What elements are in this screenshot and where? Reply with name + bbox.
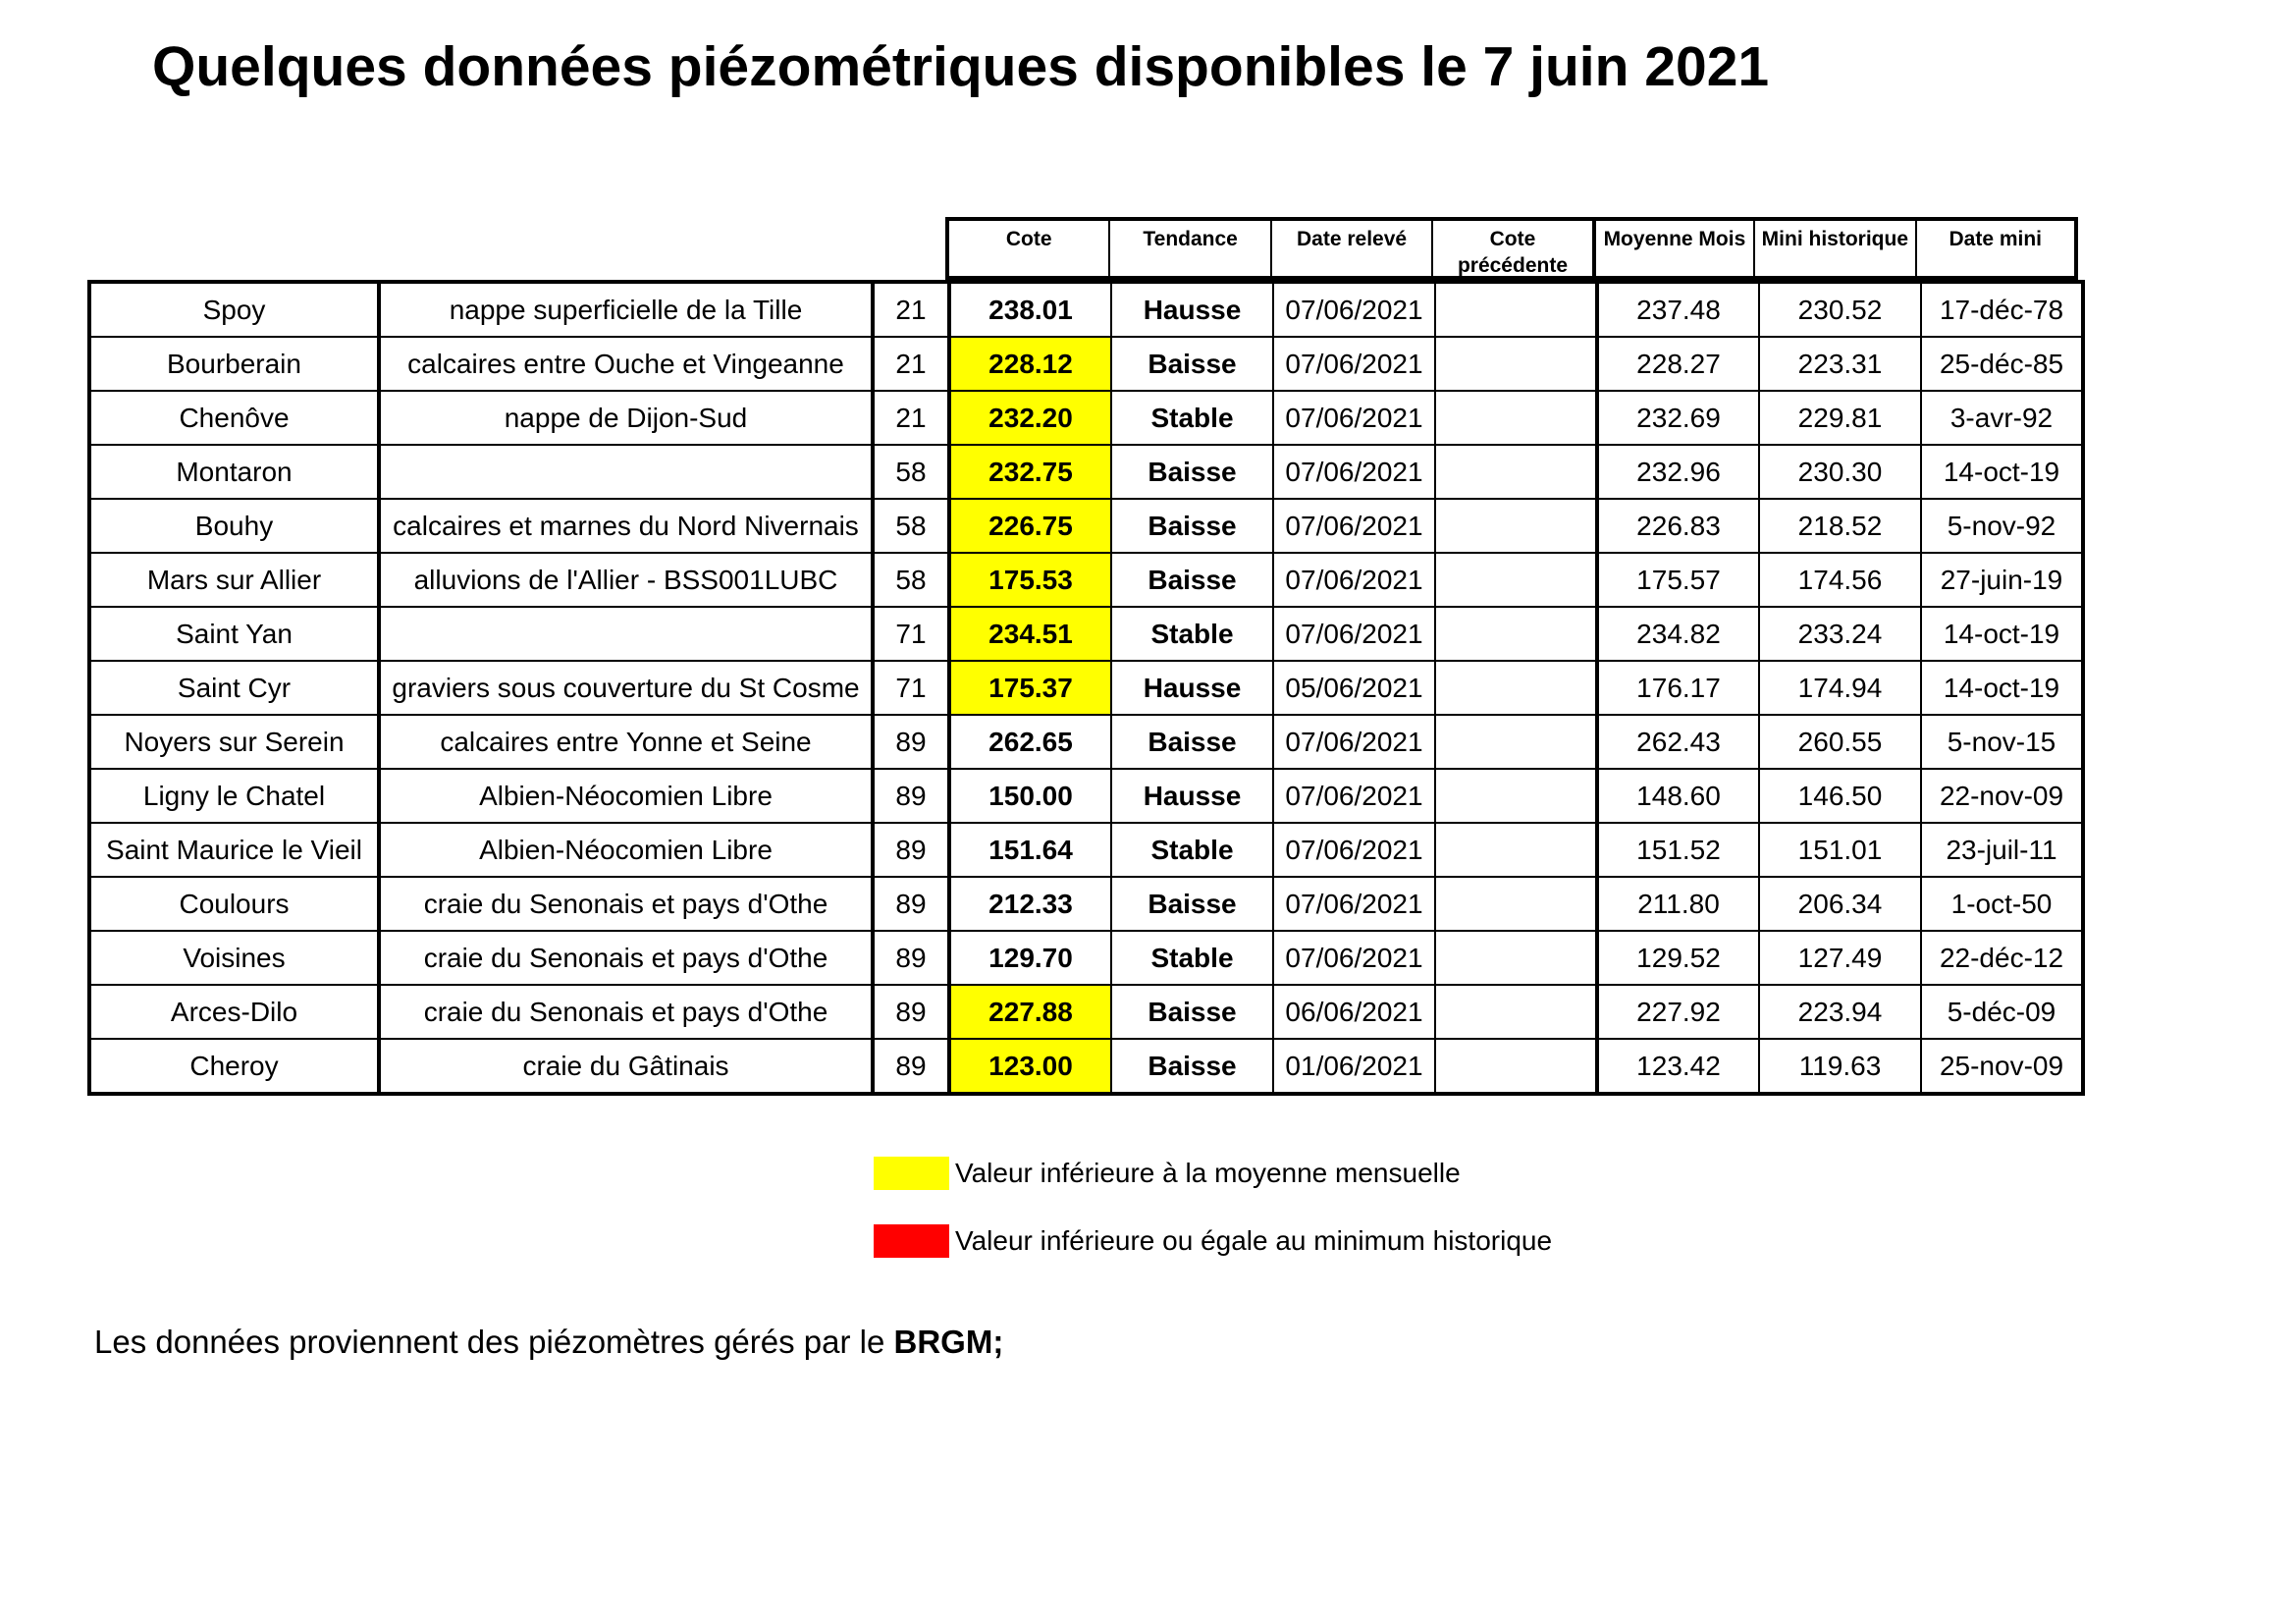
header-moyenne-mois: Moyenne Mois (1594, 221, 1755, 276)
cell-cote: 175.53 (949, 553, 1111, 607)
cell-site: Voisines (89, 931, 379, 985)
cell-mini-historique: 119.63 (1759, 1039, 1921, 1094)
cell-date-mini: 17-déc-78 (1921, 282, 2083, 337)
legend-red (874, 1224, 1552, 1258)
cell-tendance: Hausse (1111, 661, 1273, 715)
table-row (89, 337, 2083, 391)
cell-mini-historique: 229.81 (1759, 391, 1921, 445)
cell-date-releve: 06/06/2021 (1273, 985, 1435, 1039)
cell-moyenne-mois: 129.52 (1597, 931, 1759, 985)
cell-date-mini: 14-oct-19 (1921, 445, 2083, 499)
cell-cote-precedente (1435, 391, 1597, 445)
legend-yellow (874, 1157, 1461, 1190)
cell-aquifer: craie du Senonais et pays d'Othe (379, 985, 873, 1039)
cell-aquifer: calcaires entre Yonne et Seine (379, 715, 873, 769)
cell-department: 89 (873, 715, 949, 769)
cell-department: 89 (873, 985, 949, 1039)
cell-mini-historique: 233.24 (1759, 607, 1921, 661)
cell-moyenne-mois: 262.43 (1597, 715, 1759, 769)
cell-moyenne-mois: 234.82 (1597, 607, 1759, 661)
cell-cote: 232.20 (949, 391, 1111, 445)
cell-tendance: Hausse (1111, 282, 1273, 337)
cell-date-releve: 07/06/2021 (1273, 391, 1435, 445)
cell-department: 58 (873, 445, 949, 499)
piezometer-table (87, 280, 2085, 1096)
cell-cote: 129.70 (949, 931, 1111, 985)
table-row (89, 282, 2083, 337)
cell-mini-historique: 260.55 (1759, 715, 1921, 769)
cell-cote-precedente (1435, 499, 1597, 553)
table-row (89, 769, 2083, 823)
cell-mini-historique: 127.49 (1759, 931, 1921, 985)
table-header (945, 217, 2078, 280)
cell-date-mini: 27-juin-19 (1921, 553, 2083, 607)
cell-tendance: Baisse (1111, 553, 1273, 607)
cell-site: Bouhy (89, 499, 379, 553)
cell-date-mini: 25-déc-85 (1921, 337, 2083, 391)
cell-department: 71 (873, 607, 949, 661)
source-note-brgm: BRGM; (893, 1324, 1004, 1360)
table-row (89, 715, 2083, 769)
cell-cote: 226.75 (949, 499, 1111, 553)
cell-moyenne-mois: 211.80 (1597, 877, 1759, 931)
cell-cote-precedente (1435, 553, 1597, 607)
cell-cote-precedente (1435, 931, 1597, 985)
cell-mini-historique: 206.34 (1759, 877, 1921, 931)
legend-yellow-swatch (874, 1157, 949, 1190)
cell-mini-historique: 230.30 (1759, 445, 1921, 499)
cell-date-mini: 14-oct-19 (1921, 607, 2083, 661)
cell-tendance: Baisse (1111, 1039, 1273, 1094)
cell-site: Arces-Dilo (89, 985, 379, 1039)
table-row (89, 661, 2083, 715)
cell-cote: 175.37 (949, 661, 1111, 715)
cell-date-releve: 07/06/2021 (1273, 337, 1435, 391)
cell-mini-historique: 174.56 (1759, 553, 1921, 607)
cell-aquifer: nappe superficielle de la Tille (379, 282, 873, 337)
table-row (89, 499, 2083, 553)
source-note (94, 1324, 1003, 1361)
cell-mini-historique: 146.50 (1759, 769, 1921, 823)
cell-aquifer: Albien-Néocomien Libre (379, 823, 873, 877)
cell-moyenne-mois: 237.48 (1597, 282, 1759, 337)
cell-tendance: Stable (1111, 391, 1273, 445)
source-note-text: Les données proviennent des piézomètres gérés par le (94, 1324, 894, 1360)
cell-aquifer: craie du Senonais et pays d'Othe (379, 877, 873, 931)
cell-aquifer: nappe de Dijon-Sud (379, 391, 873, 445)
legend-red-swatch (874, 1224, 949, 1258)
cell-date-mini: 14-oct-19 (1921, 661, 2083, 715)
cell-moyenne-mois: 226.83 (1597, 499, 1759, 553)
cell-cote-precedente (1435, 337, 1597, 391)
cell-site: Montaron (89, 445, 379, 499)
cell-cote: 227.88 (949, 985, 1111, 1039)
table-row (89, 823, 2083, 877)
cell-moyenne-mois: 148.60 (1597, 769, 1759, 823)
cell-date-mini: 22-déc-12 (1921, 931, 2083, 985)
cell-date-mini: 5-nov-92 (1921, 499, 2083, 553)
cell-site: Saint Maurice le Vieil (89, 823, 379, 877)
cell-tendance: Baisse (1111, 985, 1273, 1039)
cell-aquifer: calcaires entre Ouche et Vingeanne (379, 337, 873, 391)
table-row (89, 445, 2083, 499)
cell-department: 71 (873, 661, 949, 715)
header-mini-historique: Mini historique (1755, 221, 1916, 276)
legend-yellow-text: Valeur inférieure à la moyenne mensuelle (955, 1158, 1461, 1188)
cell-cote: 212.33 (949, 877, 1111, 931)
cell-department: 89 (873, 769, 949, 823)
cell-date-mini: 5-déc-09 (1921, 985, 2083, 1039)
cell-aquifer: craie du Senonais et pays d'Othe (379, 931, 873, 985)
cell-department: 89 (873, 931, 949, 985)
legend-red-text: Valeur inférieure ou égale au minimum historique (955, 1225, 1553, 1256)
cell-date-mini: 22-nov-09 (1921, 769, 2083, 823)
page-title: Quelques données piézométriques disponibles le 7 juin 2021 (152, 35, 1770, 98)
cell-moyenne-mois: 227.92 (1597, 985, 1759, 1039)
cell-cote-precedente (1435, 985, 1597, 1039)
cell-date-releve: 07/06/2021 (1273, 877, 1435, 931)
cell-cote-precedente (1435, 823, 1597, 877)
cell-tendance: Baisse (1111, 499, 1273, 553)
cell-department: 21 (873, 282, 949, 337)
cell-mini-historique: 223.31 (1759, 337, 1921, 391)
cell-date-mini: 3-avr-92 (1921, 391, 2083, 445)
cell-aquifer: calcaires et marnes du Nord Nivernais (379, 499, 873, 553)
cell-date-mini: 1-oct-50 (1921, 877, 2083, 931)
cell-site: Mars sur Allier (89, 553, 379, 607)
header-date-releve: Date relevé (1272, 221, 1433, 276)
table-row (89, 1039, 2083, 1094)
cell-department: 58 (873, 499, 949, 553)
cell-date-releve: 07/06/2021 (1273, 607, 1435, 661)
cell-date-releve: 01/06/2021 (1273, 1039, 1435, 1094)
cell-date-releve: 07/06/2021 (1273, 715, 1435, 769)
cell-tendance: Baisse (1111, 877, 1273, 931)
cell-moyenne-mois: 232.96 (1597, 445, 1759, 499)
cell-date-releve: 07/06/2021 (1273, 499, 1435, 553)
cell-site: Chenôve (89, 391, 379, 445)
table-row (89, 985, 2083, 1039)
cell-date-mini: 23-juil-11 (1921, 823, 2083, 877)
cell-department: 89 (873, 823, 949, 877)
cell-department: 89 (873, 877, 949, 931)
cell-tendance: Baisse (1111, 715, 1273, 769)
header-cote-precedente (1433, 221, 1593, 276)
cell-date-mini: 5-nov-15 (1921, 715, 2083, 769)
cell-site: Ligny le Chatel (89, 769, 379, 823)
cell-mini-historique: 174.94 (1759, 661, 1921, 715)
header-date-mini: Date mini (1949, 228, 2043, 250)
cell-moyenne-mois: 175.57 (1597, 553, 1759, 607)
cell-cote: 234.51 (949, 607, 1111, 661)
cell-moyenne-mois: 176.17 (1597, 661, 1759, 715)
cell-cote: 150.00 (949, 769, 1111, 823)
cell-cote: 151.64 (949, 823, 1111, 877)
cell-cote-precedente (1435, 282, 1597, 337)
cell-cote-precedente (1435, 1039, 1597, 1094)
header-tendance: Tendance (1110, 221, 1271, 276)
cell-site: Coulours (89, 877, 379, 931)
header-cote-precedente-line1: Cote (1489, 228, 1536, 250)
cell-cote: 232.75 (949, 445, 1111, 499)
cell-site: Noyers sur Serein (89, 715, 379, 769)
cell-tendance: Stable (1111, 823, 1273, 877)
table-row (89, 877, 2083, 931)
cell-cote: 123.00 (949, 1039, 1111, 1094)
cell-cote-precedente (1435, 661, 1597, 715)
cell-department: 58 (873, 553, 949, 607)
cell-department: 21 (873, 391, 949, 445)
cell-department: 21 (873, 337, 949, 391)
cell-date-releve: 05/06/2021 (1273, 661, 1435, 715)
cell-moyenne-mois: 232.69 (1597, 391, 1759, 445)
cell-mini-historique: 230.52 (1759, 282, 1921, 337)
cell-date-releve: 07/06/2021 (1273, 282, 1435, 337)
cell-cote: 238.01 (949, 282, 1111, 337)
cell-site: Cheroy (89, 1039, 379, 1094)
cell-moyenne-mois: 228.27 (1597, 337, 1759, 391)
cell-cote: 228.12 (949, 337, 1111, 391)
cell-cote-precedente (1435, 607, 1597, 661)
table-row (89, 553, 2083, 607)
cell-mini-historique: 218.52 (1759, 499, 1921, 553)
cell-mini-historique: 151.01 (1759, 823, 1921, 877)
cell-cote-precedente (1435, 769, 1597, 823)
cell-tendance: Hausse (1111, 769, 1273, 823)
cell-aquifer (379, 607, 873, 661)
cell-site: Bourberain (89, 337, 379, 391)
cell-date-releve: 07/06/2021 (1273, 931, 1435, 985)
cell-tendance: Baisse (1111, 445, 1273, 499)
table-row (89, 931, 2083, 985)
cell-cote-precedente (1435, 877, 1597, 931)
cell-aquifer: craie du Gâtinais (379, 1039, 873, 1094)
table-row (89, 607, 2083, 661)
cell-tendance: Stable (1111, 931, 1273, 985)
cell-date-mini: 25-nov-09 (1921, 1039, 2083, 1094)
cell-date-releve: 07/06/2021 (1273, 823, 1435, 877)
cell-aquifer: Albien-Néocomien Libre (379, 769, 873, 823)
cell-moyenne-mois: 151.52 (1597, 823, 1759, 877)
cell-moyenne-mois: 123.42 (1597, 1039, 1759, 1094)
cell-date-releve: 07/06/2021 (1273, 553, 1435, 607)
cell-aquifer: graviers sous couverture du St Cosme (379, 661, 873, 715)
cell-site: Saint Cyr (89, 661, 379, 715)
cell-tendance: Baisse (1111, 337, 1273, 391)
cell-cote-precedente (1435, 715, 1597, 769)
cell-mini-historique: 223.94 (1759, 985, 1921, 1039)
cell-tendance: Stable (1111, 607, 1273, 661)
cell-aquifer: alluvions de l'Allier - BSS001LUBC (379, 553, 873, 607)
cell-department: 89 (873, 1039, 949, 1094)
table-row (89, 391, 2083, 445)
cell-site: Spoy (89, 282, 379, 337)
header-cote: Cote (949, 221, 1110, 276)
cell-site: Saint Yan (89, 607, 379, 661)
header-cote-precedente-line2: précédente (1457, 254, 1568, 276)
cell-date-releve: 07/06/2021 (1273, 769, 1435, 823)
cell-cote: 262.65 (949, 715, 1111, 769)
cell-date-releve: 07/06/2021 (1273, 445, 1435, 499)
cell-cote-precedente (1435, 445, 1597, 499)
cell-aquifer (379, 445, 873, 499)
